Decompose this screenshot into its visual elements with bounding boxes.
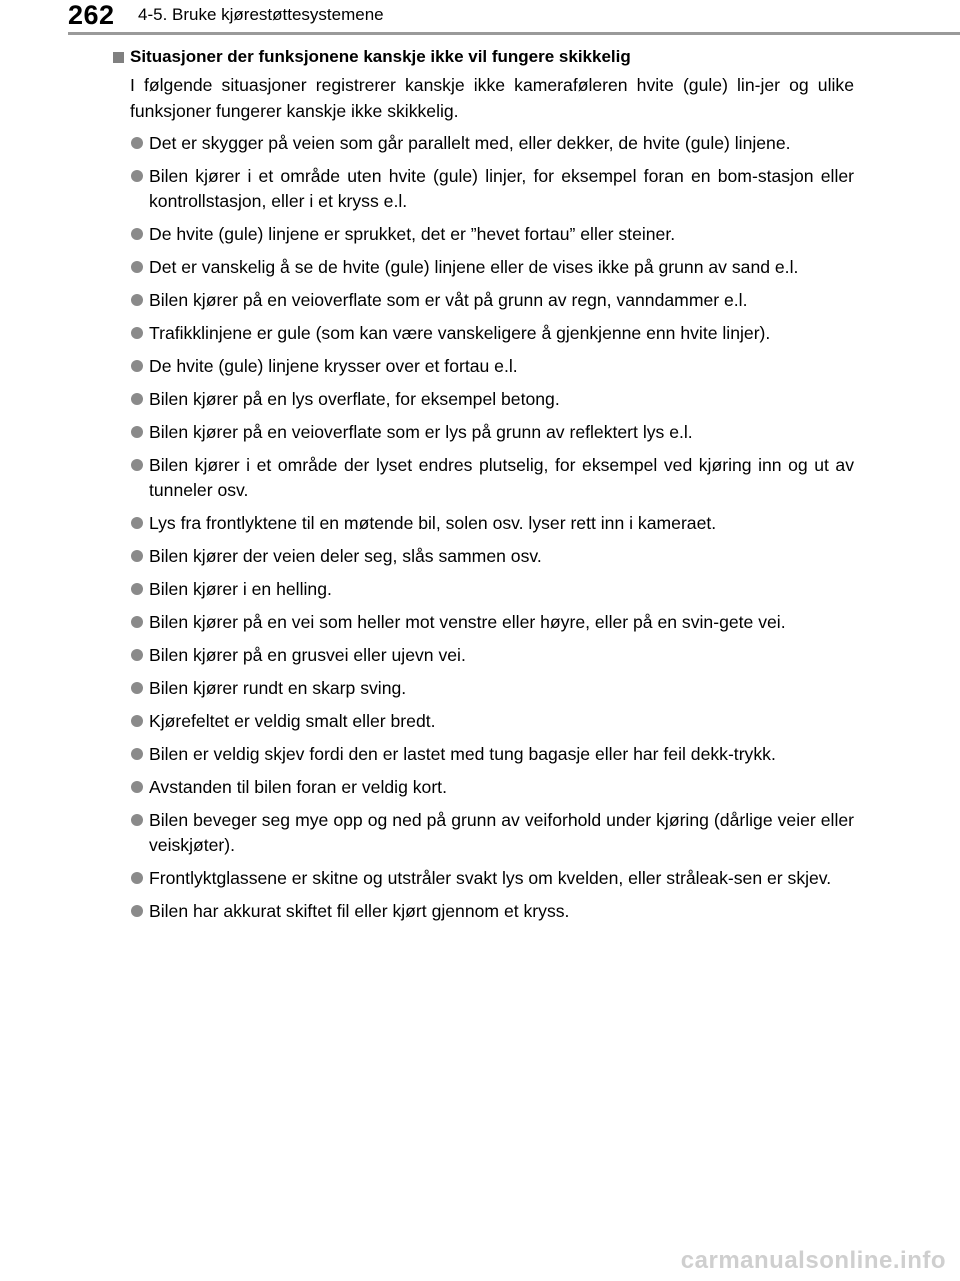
list-item <box>112 742 854 767</box>
list-item <box>112 164 854 214</box>
section-title: 4-5. Bruke kjørestøttesystemene <box>138 5 384 24</box>
round-bullet-icon <box>131 228 143 240</box>
list-item <box>112 321 854 346</box>
list-item-text: Bilen beveger seg mye opp og ned på grunn av veiforhold under kjøring (dårlige veier eller veiskjøter). <box>149 810 854 855</box>
list-item <box>112 131 854 156</box>
list-item <box>112 453 854 503</box>
list-item-text: Bilen kjører på en vei som heller mot venstre eller høyre, eller på en svin-gete vei. <box>149 612 786 632</box>
list-item <box>112 222 854 247</box>
round-bullet-icon <box>131 550 143 562</box>
list-item-text: Bilen kjører der veien deler seg, slås sammen osv. <box>149 546 542 566</box>
round-bullet-icon <box>131 682 143 694</box>
round-bullet-icon <box>131 517 143 529</box>
round-bullet-icon <box>131 393 143 405</box>
list-item <box>112 544 854 569</box>
list-item-text: De hvite (gule) linjene er sprukket, det er ”hevet fortau” eller steiner. <box>149 224 676 244</box>
list-item <box>112 899 854 924</box>
list-item <box>112 354 854 379</box>
list-item <box>112 808 854 858</box>
list-item <box>112 420 854 445</box>
round-bullet-icon <box>131 459 143 471</box>
list-item <box>112 511 854 536</box>
round-bullet-icon <box>131 715 143 727</box>
watermark: carmanualsonline.info <box>680 1247 946 1274</box>
list-item-text: Bilen kjører i et område der lyset endres plutselig, for eksempel ved kjøring inn og ut av tunneler osv. <box>149 455 854 500</box>
list-item-text: Bilen er veldig skjev fordi den er lastet med tung bagasje eller har feil dekk-trykk. <box>149 744 776 764</box>
round-bullet-icon <box>131 426 143 438</box>
list-item-text: Det er skygger på veien som går parallelt med, eller dekker, de hvite (gule) linjene. <box>149 133 791 153</box>
list-item <box>112 255 854 280</box>
list-item <box>112 387 854 412</box>
section-heading <box>112 44 854 70</box>
list-item-text: Bilen kjører på en veioverflate som er lys på grunn av reflektert lys e.l. <box>149 422 693 442</box>
list-item-text: Bilen har akkurat skiftet fil eller kjørt gjennom et kryss. <box>149 901 570 921</box>
list-item <box>112 610 854 635</box>
round-bullet-icon <box>131 616 143 628</box>
round-bullet-icon <box>131 294 143 306</box>
section-heading-text: Situasjoner der funksjonene kanskje ikke vil fungere skikkelig <box>130 47 631 66</box>
round-bullet-icon <box>131 781 143 793</box>
square-bullet-icon <box>113 52 124 63</box>
page-header <box>0 0 960 36</box>
round-bullet-icon <box>131 905 143 917</box>
list-item-text: Bilen kjører i en helling. <box>149 579 332 599</box>
list-item-text: Bilen kjører på en lys overflate, for eksempel betong. <box>149 389 560 409</box>
list-item-text: Lys fra frontlyktene til en møtende bil, solen osv. lyser rett inn i kameraet. <box>149 513 717 533</box>
round-bullet-icon <box>131 814 143 826</box>
round-bullet-icon <box>131 261 143 273</box>
list-item <box>112 866 854 891</box>
intro-paragraph: I følgende situasjoner registrerer kanskje ikke kameraføleren hvite (gule) lin-jer og ulike funksjoner fungerer kanskje ikke skikkelig. <box>130 75 854 121</box>
list-item-text: Bilen kjører i et område uten hvite (gule) linjer, for eksempel foran en bom-stasjon eller kontrollstasjon, eller i et kryss e.l. <box>149 166 854 211</box>
round-bullet-icon <box>131 360 143 372</box>
round-bullet-icon <box>131 137 143 149</box>
round-bullet-icon <box>131 649 143 661</box>
round-bullet-icon <box>131 748 143 760</box>
page-number: 262 <box>68 0 115 30</box>
list-item <box>112 643 854 668</box>
list-item-text: De hvite (gule) linjene krysser over et fortau e.l. <box>149 356 518 376</box>
list-item <box>112 577 854 602</box>
round-bullet-icon <box>131 170 143 182</box>
list-item <box>112 709 854 734</box>
list-item-text: Trafikklinjene er gule (som kan være vanskeligere å gjenkjenne enn hvite linjer). <box>149 323 771 343</box>
list-item <box>112 775 854 800</box>
round-bullet-icon <box>131 327 143 339</box>
round-bullet-icon <box>131 872 143 884</box>
round-bullet-icon <box>131 583 143 595</box>
list-item-text: Bilen kjører på en grusvei eller ujevn vei. <box>149 645 466 665</box>
list-item-text: Kjørefeltet er veldig smalt eller bredt. <box>149 711 436 731</box>
list-item-text: Avstanden til bilen foran er veldig kort. <box>149 777 447 797</box>
page-content <box>112 44 854 932</box>
header-divider <box>68 32 960 35</box>
list-item <box>112 288 854 313</box>
list-item <box>112 676 854 701</box>
list-item-text: Frontlyktglassene er skitne og utstråler svakt lys om kvelden, eller stråleak-sen er skjev. <box>149 868 832 888</box>
list-item-text: Det er vanskelig å se de hvite (gule) linjene eller de vises ikke på grunn av sand e.l. <box>149 257 799 277</box>
list-item-text: Bilen kjører på en veioverflate som er våt på grunn av regn, vanndammer e.l. <box>149 290 748 310</box>
condition-list <box>112 131 854 924</box>
list-item-text: Bilen kjører rundt en skarp sving. <box>149 678 407 698</box>
